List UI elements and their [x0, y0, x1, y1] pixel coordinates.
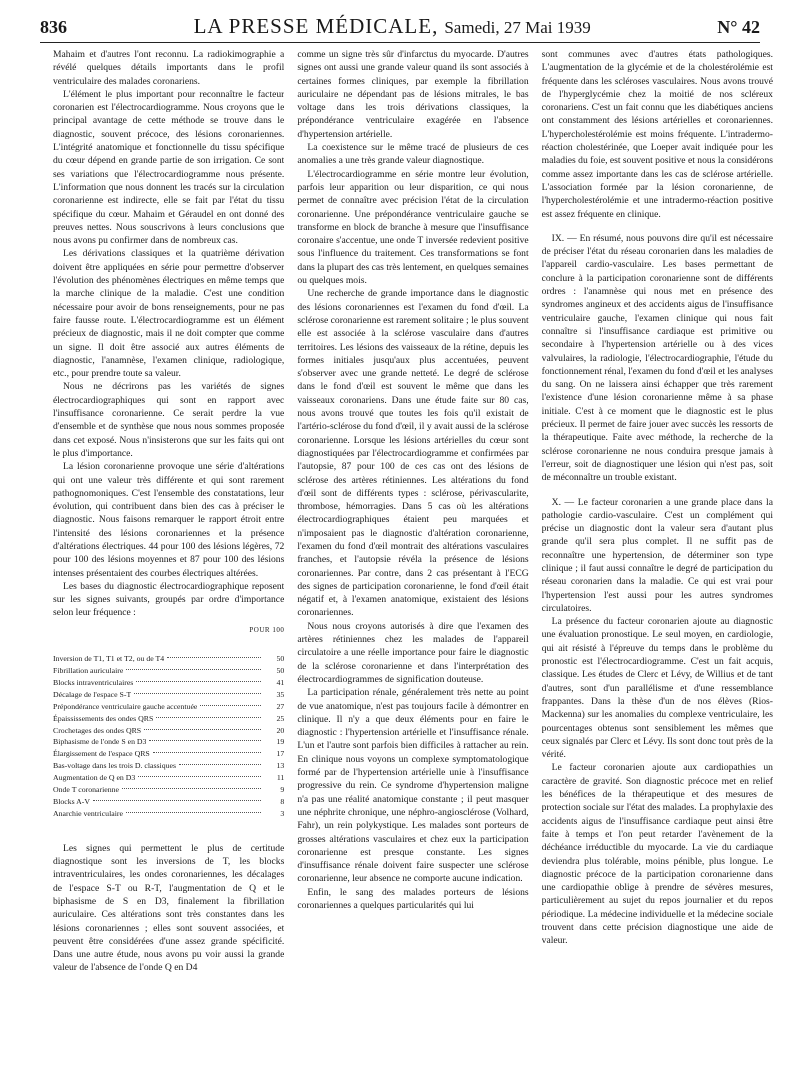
sign-name: Fibrillation auriculaire [53, 665, 124, 675]
column-3 [542, 48, 773, 1073]
section-ix-paragraph: IX. — En résumé, nous pouvons dire qu'il est nécessaire de préciser l'état du réseau coronarien dans les maladies de l'appareil cardio-vasculaire. Les bases permettant de conclure à la participation coronarienne sont de différents ordres : l'anamnèse qui nous met en présence des syndromes angineux et des accidents aigus de l'insuffisance ventriculaire gauche, l'examen clinique qui nous fait connaître si l'insuffisance cardiaque est primitive ou secondaire à l'hypertension artérielle ou à des vices valvulaires, la radiologie, l'électrocardiographie, l'étude du fonctionnement rénal, l'examen du fond d'œil et les analyses du sang. On ne laissera ainsi échapper que très rarement l'existence d'une lésion coronarienne même à sa phase initiale. C'est à ce moment que le diagnostic est le plus précieux. Il permet de faire jouer avec succès les ressorts de la thérapeutique. Faite avec méthode, la recherche de la sclérose coronarienne ne nous conduira presque jamais à l'erreur, soit de diagnostiquer une lésion qui n'est pas, soit de méconnaître un trouble existant. [541, 232, 773, 484]
sign-name: Décalage de l'espace S-T [53, 689, 132, 699]
table-row [53, 677, 284, 689]
section-x-paragraph: X. — Le facteur coronarien a une grande place dans la pathologie cardio-vasculaire. C'est un complément qui précise un diagnostic dont la valeur sera d'autant plus grande qu'il sera plus complet. Il ne suffit pas de reconnaître une hypertension, de déterminer son type clinique ; il faut aussi connaître le degré de participation du réseau coronarien dans la maladie. Ce qui est vrai pour l'hypertension l'est aussi pour les autres syndromes circulatoires. [541, 496, 773, 614]
paragraph: La présence du facteur coronarien ajoute au diagnostic une évaluation pronostique. Le seul moyen, en cardiologie, qui ait résisté à l'épreuve du temps dans le problème du pronostic est l'électrocardiogramme. C'est un fait acquis, classique. Les études de Clerc et Lévy, de Willius et de tant d'autres, sont d'un parallélisme et d'une ressemblance frappantes. Dans la thèse d'un de nos élèves (Rios-Mackenna) sur les anomalies du complexe ventriculaire, les pourcentages obtenus sont sensiblement les mêmes que ceux signalés par Clerc et Lévy. Ils sont donc tout près de la vérité. [541, 616, 773, 761]
paragraph: L'électrocardiogramme en série montre leur évolution, parfois leur apparition ou leur disparition, ce qui nous permet de connaître avec précision l'état de la circulation coronarienne. Une prépondérance ventriculaire gauche se transforme en block de branche à mesure que l'insuffisance coronaire s'accentue, une onde T inversée redevient positive sous l'influence du traitement. Ces transformations se font dans la plupart des cas très lentement, en quelques semaines ou quelques mois. [297, 168, 529, 287]
table-row [53, 784, 284, 796]
sign-name: Élargissement de l'espace QRS [53, 749, 150, 759]
leader-dots [136, 681, 261, 682]
paragraph: Une recherche de grande importance dans le diagnostic des lésions coronariennes est l'examen du fond d'œil. La sclérose coronarienne est rarement solitaire ; le plus souvent elle est associée à la sclérose vasculaire dans d'autres territoires. Les lésions des vaisseaux de la rétine, depuis les formes initiales jusqu'aux plus accentuées, peuvent s'observer avec une grande netteté. Le degré de sclérose dans le fond d'œil est souvent le même que dans les vaisseaux coronariens. Dans une étude faite sur 80 cas, nous avons trouvé que toutes les fois qu'il existait de l'artério-sclérose du fond d'œil, il y avait aussi de la sclérose coronarienne. Lorsque les lésions artérielles du cœur sont diagnostiquées par l'électrocardiogramme et confirmées par l'autopsie, 87 pour 100 de ces cas ont des lésions de sclérose des artères rétiniennes. Les altérations du fond d'œil sont de différents types : sclérose, périvascularite, thrombose, hémorragies. Dans 5 cas où les altérations électrocardiographiques étaient peu marquées et n'imposaient pas le diagnostic d'altération coronarienne, l'examen du fond d'œil montrait des altérations vasculaires franches, et l'autopsie révéla la présence de lésions coronariennes. Par contre, dans 2 cas présentant à l'ECG des signes de participation coronarienne, le fond d'œil était négatif et, à l'examen anatomique, existaient des lésions coronariennes. [297, 288, 529, 619]
sign-frequency: 50 [276, 654, 285, 664]
sign-name: Anarchie ventriculaire [53, 808, 123, 818]
journal-title [194, 14, 591, 39]
leader-dots [126, 669, 261, 670]
table-row [53, 736, 284, 748]
table-row [53, 725, 284, 737]
paragraph: La participation rénale, généralement très nette au point de vue anatomique, n'est pas toujours facile à démontrer en clinique. Il n'y a que deux éléments pour en faire le diagnostic : l'hypertension artérielle et l'insuffisance rénale. L'un et l'autre sont parfois bien difficiles à rattacher au rein. En clinique nous voyons un complexe symptomatologique formé par de l'hypertension artérielle unie à l'insuffisance progressive du rein. Ce syndrome d'hypertension maligne n'a pas une réalité anatomique constante ; il peut masquer une néphrite chronique, une néphro-angiosclérose (Volhard, Fahr), un rein polykystique. Les malades sont porteurs de grosses altérations vasculaires et chez eux la participation coronarienne est presque constante. Les signes d'insuffisance rénale doivent faire suspecter une sclérose coronarienne, leur absence ne comporte aucune indication. [297, 687, 529, 885]
sign-name: Épaississements des ondes QRS [53, 713, 154, 723]
sign-name: Bas-voltage dans les trois D. classiques [53, 761, 176, 771]
sign-name: Biphasisme de l'onde S en D3 [53, 737, 147, 747]
issue-number: N° 42 [717, 17, 760, 37]
paragraph: comme un signe très sûr d'infarctus du myocarde. D'autres signes ont aussi une grande valeur quand ils sont associés à certaines formes cliniques, par exemple la fibrillation auriculaire ne dépendant pas de lésions mitrales, le bas voltage dans les trois dérivations classiques, la prépondérance ventriculaire exagérée en l'absence d'hypertension artérielle. [297, 49, 529, 140]
sign-frequency: 17 [276, 749, 285, 759]
table-row [53, 713, 284, 725]
sign-name: Augmentation de Q en D3 [53, 773, 136, 783]
leader-dots [153, 752, 262, 753]
leader-dots [167, 657, 261, 658]
sign-frequency: 35 [276, 689, 285, 699]
table-header: POUR 100 [249, 625, 285, 634]
leader-dots [126, 812, 261, 813]
sign-frequency: 3 [280, 808, 285, 818]
paragraph: La coexistence sur le même tracé de plusieurs de ces anomalies a une très grande valeur diagnostique. [297, 142, 529, 167]
sign-frequency: 27 [276, 701, 285, 711]
sign-name: Blocks A-V [53, 796, 91, 806]
sign-name: Blocks intraventriculaires [53, 677, 134, 687]
table-row [53, 701, 284, 713]
leader-dots [149, 740, 261, 741]
table-row [53, 808, 284, 820]
leader-dots [138, 776, 261, 777]
page-header [40, 14, 760, 43]
paragraph: Les dérivations classiques et la quatrième dérivation doivent être appliquées en série pour permettre d'observer l'évolution des phénomènes électriques en même temps que la marche clinique de la maladie. C'est une condition nécessaire pour avoir de bons renseignements, pour ne pas faire fausse route. L'électrocardiogramme est un élément précieux de diagnostic, mais il ne doit compter que comme un signe. Il doit être associé aux autres éléments de diagnostic, l'anamnèse, l'examen clinique, radiologique, etc., pour prendre toute sa valeur. [53, 248, 285, 380]
paragraph: Nous nous croyons autorisés à dire que l'examen des artères rétiniennes chez les malades de l'appareil circulatoire a une réelle importance pour faire le diagnostic de la sclérose coronarienne et dans l'interprétation des électrocardiogrammes de signification douteuse. [297, 620, 529, 685]
leader-dots [134, 693, 261, 694]
leader-dots [144, 729, 261, 730]
sign-name: Onde T coronarienne [53, 785, 119, 795]
table-row [53, 796, 284, 808]
leader-dots [200, 705, 261, 706]
sign-frequency: 8 [280, 796, 285, 806]
sign-frequency: 11 [276, 773, 285, 783]
paragraph: Les bases du diagnostic électrocardiographique reposent sur les signes suivants, groupés par ordre d'importance selon leur fréquence : [53, 580, 285, 619]
table-row [53, 760, 284, 772]
leader-dots [93, 800, 261, 801]
frequency-table [53, 653, 284, 820]
paragraph: Les signes qui permettent le plus de certitude diagnostique sont les inversions de T, les blocks intraventriculaires, les ondes coronariennes, les décalages de l'espace S-T ou R-T, l'augmentation de Q et le biphasisme de S en D3, finalement la fibrillation auriculaire. Ces altérations sont très constantes dans les lésions coronariennes ; elles sont souvent associées, et peuvent être considérées d'une assez grande spécificité. Dans une autre étude, nous avons pu voir aussi la grande valeur de l'absence de l'onde Q en D4 [53, 842, 285, 974]
leader-dots [122, 788, 261, 789]
paragraph: Nous ne décrirons pas les variétés de signes électrocardiographiques qui sont en rapport avec l'insuffisance coronarienne. Ce serait perdre la vue d'ensemble et de synthèse que nous nous sommes proposée dans cet exposé. Nous n'insisterons que sur les faits qui ont le plus d'importance. [53, 381, 285, 459]
table-row [53, 689, 284, 701]
sign-frequency: 50 [276, 665, 285, 675]
paragraph: Le facteur coronarien ajoute aux cardiopathies un caractère de gravité. Son diagnostic précoce met en relief les bénéfices de la thérapeutique et des mesures de protection sociale sur l'état des malades. La prophylaxie des accidents aigus de l'insuffisance cardiaque peut ainsi être faite à temps et l'on peut retarder l'avènement de la déchéance irréductible du myocarde. La vie du cardiaque deviendra plus tolérable, moins pénible, plus longue. Le diagnostic précoce de la participation coronarienne dans une cardiopathie oblige à prendre de sévères mesures, particulièrement au sujet du repos journalier et du repos périodique. La médecine individuelle et la médecine sociale trouvent dans cette précision diagnostique une aide de valeur. [541, 762, 773, 947]
sign-frequency: 13 [276, 761, 285, 771]
sign-frequency: 25 [276, 713, 285, 723]
column-2 [297, 48, 528, 1073]
table-row [53, 665, 284, 677]
sign-name: Inversion de T1, T1 et T2, ou de T4 [53, 654, 165, 664]
sign-frequency: 20 [276, 725, 285, 735]
sign-name: Crochetages des ondes QRS [53, 725, 142, 735]
leader-dots [179, 764, 261, 765]
table-row [53, 772, 284, 784]
table-row [53, 653, 284, 665]
sign-frequency: 19 [276, 737, 285, 747]
column-1 [53, 48, 284, 1073]
sign-name: Prépondérance ventriculaire gauche accentuée [53, 701, 198, 711]
journal-name: LA PRESSE MÉDICALE, [193, 14, 439, 38]
paragraph: La lésion coronarienne provoque une série d'altérations qui ont une valeur très différente et qui sont rarement pathognomoniques. C'est l'ensemble des constatations, leur évolution, qui contribuent dans bien des cas à préciser le diagnostic. Nous faisons remarquer le rapport étroit entre l'intensité des lésions coronariennes et la présence d'altérations électriques. 44 pour 100 des lésions légères, 72 pour 100 des lésions moyennes et 87 pour 100 des lésions intenses présentaient des courbes électriques altérées. [53, 461, 285, 579]
sign-frequency: 41 [276, 677, 285, 687]
page-number: 836 [40, 17, 67, 37]
paragraph: Enfin, le sang des malades porteurs de lésions coronariennes a quelques particularités qui lui [297, 886, 529, 911]
sign-frequency: 9 [280, 785, 285, 795]
paragraph: L'élément le plus important pour reconnaître le facteur coronarien est l'électrocardiogramme. Nous croyons que le principal avantage de cette méthode se trouve dans le diagnostic, souvent précoce, des lésions coronariennes. L'intégrité anatomique et fonctionnelle du tissu spécifique du cœur dépend en grande partie de son irrigation. Ce sont ses variations que l'électrocardiogramme nous présente. L'information que nous donnent les tracés sur la circulation coronarienne est indirecte, elle se fait par l'état du tissu spécifique du cœur. Mahaim et Géraudel en ont donné des preuves nettes. Nous souscrivons à leurs conclusions que nous avons pu confirmer dans de nombreux cas. [53, 88, 285, 247]
article-body [53, 48, 773, 1073]
leader-dots [156, 717, 261, 718]
paragraph: sont communes avec d'autres états pathologiques. L'augmentation de la glycémie et de la cholestérolémie est fréquente dans les scléroses vasculaires. Nous avons trouvé de l'hyperglycémie chez la moitié de nos scléreux coronariens. C'est un fait connu que les diabétiques anciens ont constamment des lésions artérielles et coronariennes. L'hypercholestérolémie est moins fréquente. L'intradermo-réaction cholestérinée, que Loeper avait indiquée pour les maladies du foie, est souvent positive et nous la considérons comme assez importante dans les cas de sclérose artérielle. L'association formée par la lésion coronarienne, de l'hypercholestérolémie et une intradermo-réaction positive est assez fréquente en clinique. [541, 49, 773, 220]
issue-date: Samedi, 27 Mai 1939 [444, 18, 591, 37]
table-row [53, 748, 284, 760]
paragraph: Mahaim et d'autres l'ont reconnu. La radiokimographie a révélé quelques détails importants dans le profil ventriculaire des malades coronariens. [53, 49, 285, 87]
